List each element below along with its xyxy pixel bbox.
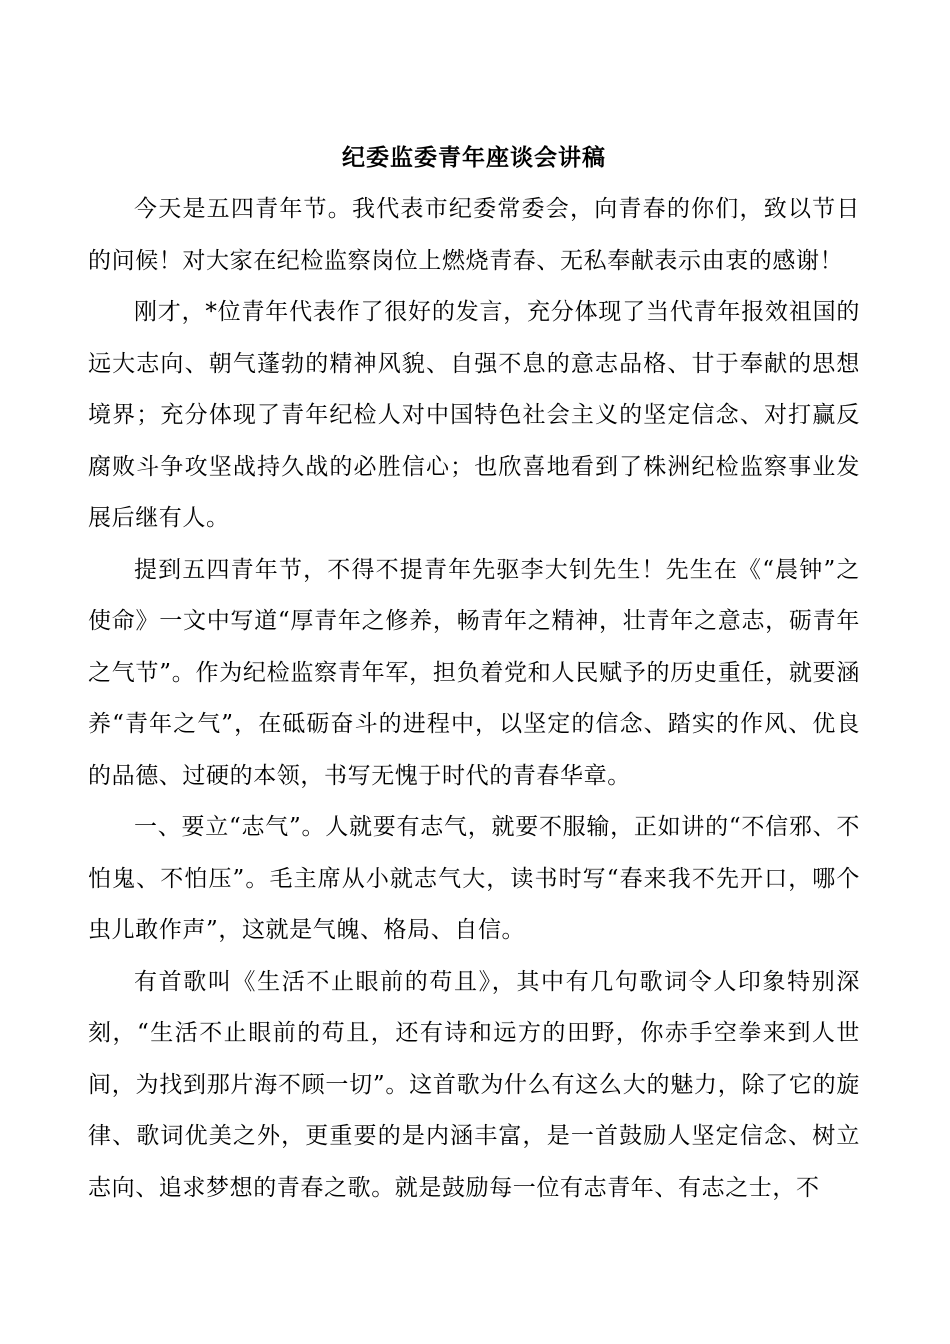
paragraph-1: 今天是五四青年节。我代表市纪委常委会，向青春的你们，致以节日的问候！对大家在纪检监察岗位上燃烧青春、无私奉献表示由衷的感谢！ (88, 196, 860, 274)
paragraph-2: 刚才，*位青年代表作了很好的发言，充分体现了当代青年报效祖国的远大志向、朝气蓬勃的精神风貌、自强不息的意志品格、甘于奉献的思想境界；充分体现了青年纪检人对中国特色社会主义的坚定信念、对打赢反腐败斗争攻坚战持久战的必胜信心；也欣喜地看到了株洲纪检监察事业发展后继有人。 (88, 299, 860, 531)
paragraph-3: 提到五四青年节，不得不提青年先驱李大钊先生！先生在《“晨钟”之使命》一文中写道“厚青年之修养，畅青年之精神，壮青年之意志，砺青年之气节”。作为纪检监察青年军，担负着党和人民赋予的历史重任，就要涵养“青年之气”，在砥砺奋斗的进程中，以坚定的信念、踏实的作风、优良的品德、过硬的本领，书写无愧于时代的青春华章。 (88, 556, 860, 789)
document-title: 纪委监委青年座谈会讲稿 (342, 144, 606, 171)
paragraph-4: 一、要立“志气”。人就要有志气，就要不服输，正如讲的“不信邪、不怕鬼、不怕压”。毛主席从小就志气大，读书时写“春来我不先开口，哪个虫儿敢作声”，这就是气魄、格局、自信。 (88, 814, 860, 943)
document-page (88, 138, 860, 1214)
paragraph-5: 有首歌叫《生活不止眼前的苟且》，其中有几句歌词令人印象特别深刻，“生活不止眼前的苟且，还有诗和远方的田野，你赤手空拳来到人世间，为找到那片海不顾一切”。这首歌为什么有这么大的魅力，除了它的旋律、歌词优美之外，更重要的是内涵丰富，是一首鼓励人坚定信念、树立志向、追求梦想的青春之歌。就是鼓励每一位有志青年、有志之士，不 (88, 968, 860, 1201)
